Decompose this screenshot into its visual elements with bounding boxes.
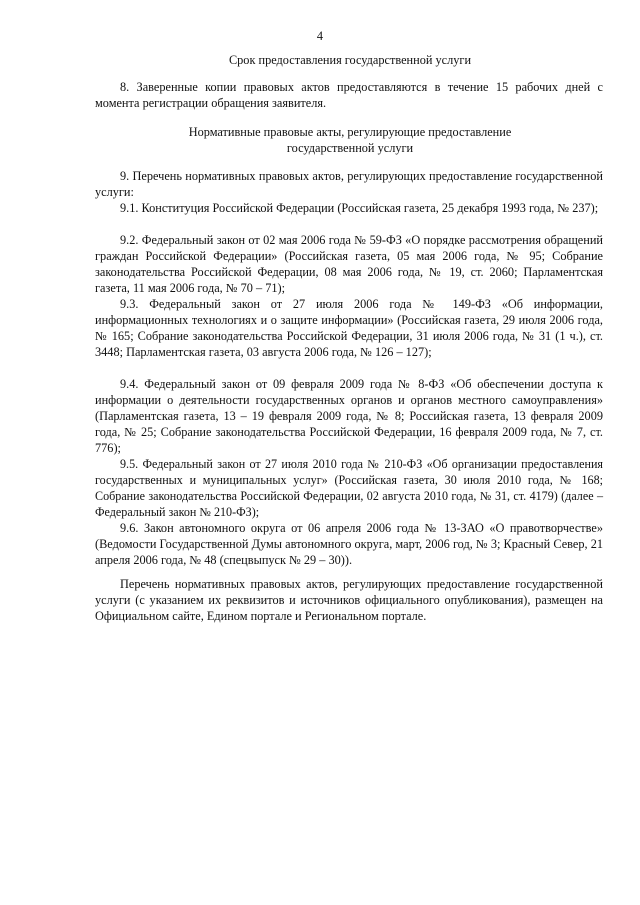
section-heading-acts-line2: государственной услуги xyxy=(286,141,414,155)
paragraph-9: 9. Перечень нормативных правовых актов, регулирующих предоставление государственной услуги: xyxy=(95,169,603,199)
paragraph-9-2: 9.2. Федеральный закон от 02 мая 2006 года № 59-ФЗ «О порядке рассмотрения обращений граждан Российской Федерации» (Российская газета, 05 мая 2006 года, № 95; Собрание законодательства Российской Федерации, 08 мая 2006 года, № 19, ст. 2060; Парламентская газета, 11 мая 2006 года, № 70 – 71); xyxy=(95,233,603,295)
paragraph-9-6: 9.6. Закон автономного округа от 06 апреля 2006 года № 13-ЗАО «О правотворчестве» (Ведомости Государственной Думы автономного округа, март, 2006 год, № 3; Красный Север, 21 апреля 2006 года, № 48 (спецвыпуск № 29 – 30)). xyxy=(95,521,603,567)
paragraph-list-note: Перечень нормативных правовых актов, регулирующих предоставление государственной услуги (с указанием их реквизитов и источников официального опубликования), размещен на Официальном сайте, Едином портале и Региональном портале. xyxy=(95,577,603,623)
paragraph-8: 8. Заверенные копии правовых актов предоставляются в течение 15 рабочих дней с момента регистрации обращения заявителя. xyxy=(95,80,603,110)
section-heading-acts-line1: Нормативные правовые акты, регулирующие предоставление xyxy=(188,125,512,139)
paragraph-9-3: 9.3. Федеральный закон от 27 июля 2006 года № 149-ФЗ «Об информации, информационных технологиях и о защите информации» (Российская газета, 29 июля 2006 года, № 165; Собрание законодательства Российской Федерации, 31 июля 2006 года, № 31 (1 ч.), ст. 3448; Парламентская газета, 03 августа 2006 года, № 126 – 127); xyxy=(95,297,603,359)
paragraph-9-1: 9.1. Конституция Российской Федерации (Российская газета, 25 декабря 1993 года, № 237); xyxy=(120,201,599,215)
paragraph-9-5: 9.5. Федеральный закон от 27 июля 2010 года № 210-ФЗ «Об организации предоставления государственных и муниципальных услуг» (Российская газета, 30 июля 2010 года, № 168; Собрание законодательства Российской Федерации, 02 августа 2010 года, № 31, ст. 4179) (далее – Федеральный закон № 210-ФЗ); xyxy=(95,457,603,519)
page-number: 4 xyxy=(316,29,324,43)
paragraph-9-4: 9.4. Федеральный закон от 09 февраля 2009 года № 8-ФЗ «Об обеспечении доступа к информации о деятельности государственных органов и органов местного самоуправления» (Парламентская газета, 13 – 19 февраля 2009 года, № 8; Российская газета, 13 февраля 2009 года, № 25; Собрание законодательства Российской Федерации, 16 февраля 2009 года, № 7, ст. 776); xyxy=(95,377,603,455)
section-heading-term: Срок предоставления государственной услуги xyxy=(228,53,472,67)
